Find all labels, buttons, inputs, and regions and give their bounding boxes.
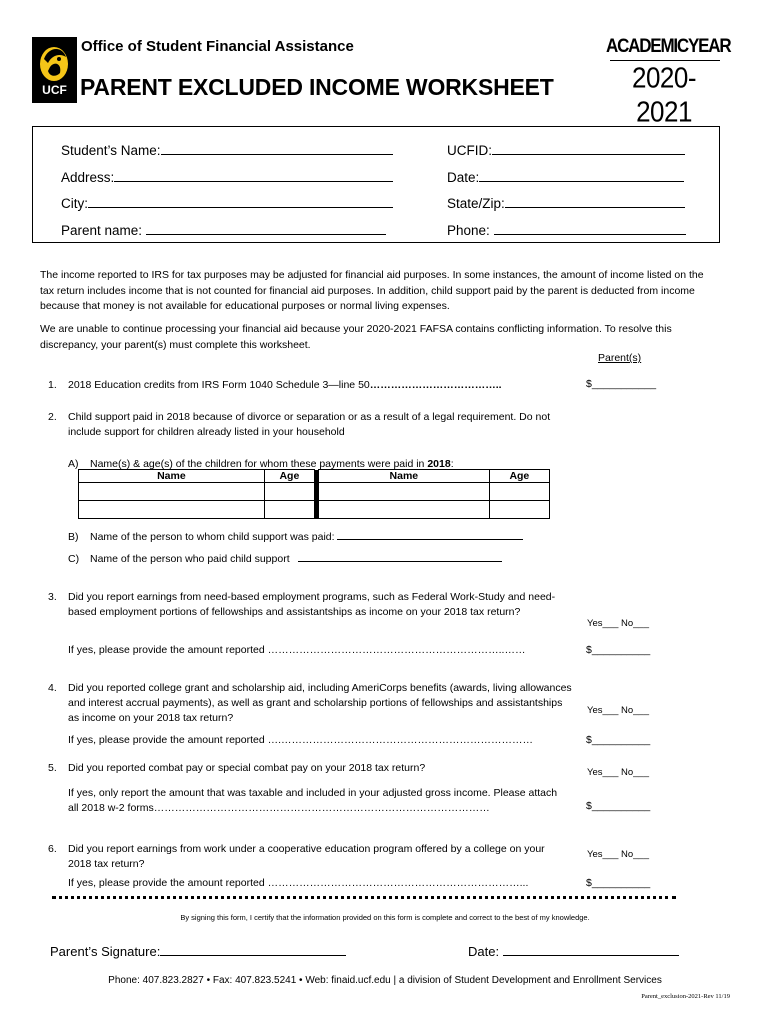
q5-text: Did you reported combat pay or special combat pay on your 2018 tax return?: [68, 762, 426, 774]
address-line[interactable]: [114, 170, 393, 182]
q6-number: 6.: [48, 843, 57, 855]
q4-if-yes-text: If yes, please provide the amount reported: [68, 734, 265, 746]
logo-text: UCF: [42, 83, 67, 97]
address-label: Address:: [61, 170, 115, 185]
age-cell[interactable]: [264, 501, 314, 519]
q5-yes-no[interactable]: Yes___ No___: [587, 767, 649, 778]
table-row: [79, 483, 550, 501]
q3-yes-no[interactable]: Yes___ No___: [587, 618, 649, 629]
ucfid-label: UCFID:: [447, 143, 492, 158]
q5-amount-field[interactable]: $__________: [586, 800, 651, 812]
col-name-1: Name: [79, 470, 265, 483]
q1-label: 2018 Education credits from IRS Form 1040 Schedule 3—line 50: [68, 379, 370, 391]
children-table-header: [79, 470, 550, 483]
parent-name-field[interactable]: [61, 223, 386, 238]
date-line[interactable]: [479, 170, 684, 182]
q6-text: Did you report earnings from work under a cooperative education program offered by a college on your 2018 tax return?: [68, 843, 545, 870]
phone-field[interactable]: [447, 223, 686, 238]
age-cell[interactable]: [489, 483, 549, 501]
city-label: City:: [61, 196, 88, 211]
q6-amount-field[interactable]: $__________: [586, 877, 651, 889]
academic-year: 2020-2021: [632, 60, 696, 128]
city-line[interactable]: [88, 196, 393, 208]
q4-leader-dots: ….………………………………………………………………: [267, 734, 534, 746]
q3-text: Did you report earnings from need-based employment programs, such as Federal Work-Study and need-based employment portions of fellowships and assistantships as income on your 2018 tax return?: [68, 591, 556, 618]
parent-signature-line[interactable]: [160, 944, 346, 956]
address-field[interactable]: [61, 170, 393, 185]
city-field[interactable]: [61, 196, 393, 211]
parent-signature-label: Parent’s Signature:: [50, 944, 161, 959]
q3-if-yes-text: If yes, please provide the amount reported: [68, 644, 265, 656]
footer-contact: Phone: 407.823.2827 • Fax: 407.823.5241 • Web: finaid.ucf.edu | a division of Student Development and Enrollment Services: [108, 975, 662, 986]
state-zip-line[interactable]: [505, 196, 685, 208]
children-table: [78, 469, 550, 519]
q1-number: 1.: [48, 379, 57, 391]
name-cell[interactable]: [79, 483, 265, 501]
student-name-line[interactable]: [161, 143, 393, 155]
q1-amount-field[interactable]: $___________: [586, 378, 657, 390]
phone-line[interactable]: [494, 223, 686, 235]
q2-b-field[interactable]: [90, 530, 523, 545]
q5-if-yes: [68, 786, 568, 816]
col-age-1: Age: [264, 470, 314, 483]
q2-a-colon: :: [450, 458, 454, 470]
student-name-label: Student’s Name:: [61, 143, 161, 158]
phone-label: Phone:: [447, 223, 490, 238]
q2-number: 2.: [48, 411, 57, 423]
intro-paragraph-2: We are unable to continue processing your financial aid because your 2020-2021 FAFSA contains conflicting information. To resolve this discrepancy, your parent(s) must complete this worksheet.: [40, 323, 672, 351]
q4-yes-no[interactable]: Yes___ No___: [587, 705, 649, 716]
q3-amount-field[interactable]: $__________: [586, 644, 651, 656]
q5-if-yes-text: If yes, only report the amount that was taxable and included in your adjusted gross income. Please attach all 2018 w-2 forms: [68, 787, 558, 814]
q2-c-label: C): [68, 553, 80, 565]
student-name-field[interactable]: [61, 143, 393, 158]
office-name: Office of Student Financial Assistance: [81, 38, 354, 55]
q6-leader-dots: ………………………………………………………………...: [267, 877, 529, 889]
state-zip-field[interactable]: [447, 196, 685, 211]
date-field[interactable]: [447, 170, 684, 185]
name-cell[interactable]: [319, 501, 490, 519]
state-zip-label: State/Zip:: [447, 196, 505, 211]
q3-if-yes: [68, 644, 568, 656]
q6-if-yes: [68, 877, 568, 889]
section-divider: [52, 896, 676, 900]
signature-date-label: Date:: [468, 944, 500, 959]
certification-text: By signing this form, I certify that the information provided on this form is complete and correct to the best of my knowledge.: [180, 913, 590, 922]
q1-text: [68, 378, 502, 393]
q4-text: Did you reported college grant and scholarship aid, including AmeriCorps benefits (awards, living allowances and interest accrual payments), as well as grant and scholarship portions of fellowships and assistantships as income on your 2018 tax return?: [68, 682, 572, 724]
signature-date-line[interactable]: [503, 944, 679, 956]
table-row: [79, 501, 550, 519]
q2-b-line[interactable]: [337, 530, 523, 540]
parent-name-label: Parent name:: [61, 223, 143, 238]
q1-leader-dots: ………………………………..: [369, 379, 502, 391]
q5-leader-dots: ……………………………………………………………………………………: [153, 802, 490, 814]
parent-signature-field[interactable]: [50, 944, 346, 959]
q6-yes-no[interactable]: Yes___ No___: [587, 849, 649, 860]
q2-c-field[interactable]: [90, 552, 502, 567]
q6-if-yes-text: If yes, please provide the amount reported: [68, 877, 265, 889]
ucf-logo: [32, 37, 77, 103]
revision-label: Parent_exclusion-2021-Rev 11/19: [641, 993, 730, 1000]
q2-a-question: Name(s) & age(s) of the children for whom these payments were paid in: [90, 458, 428, 470]
age-cell[interactable]: [264, 483, 314, 501]
page-title: PARENT EXCLUDED INCOME WORKSHEET: [80, 74, 554, 100]
age-cell[interactable]: [489, 501, 549, 519]
q4-number: 4.: [48, 682, 57, 694]
q2-text: Child support paid in 2018 because of divorce or separation or as a result of a legal requirement. Do not include support for children already listed in your household: [68, 411, 551, 438]
intro-paragraph-1: The income reported to IRS for tax purposes may be adjusted for financial aid purposes. In some instances, the amount of income listed on the tax return includes income that is not counted for financial aid purposes. In addition, child support paid by the parent is deducted from income because that money is not available for educational purposes or normal living expenses.: [40, 269, 704, 312]
name-cell[interactable]: [319, 483, 490, 501]
q3-leader-dots: …………………………………………………………..……: [267, 644, 526, 656]
q2-b-text: Name of the person to whom child support was paid:: [90, 531, 335, 543]
q2-c-line[interactable]: [298, 552, 502, 562]
q2-b-label: B): [68, 531, 79, 543]
q5-number: 5.: [48, 762, 57, 774]
parents-column-header: Parent(s): [598, 352, 642, 364]
q2-a-label: A): [68, 458, 79, 470]
ucfid-field[interactable]: [447, 143, 685, 158]
q4-if-yes: [68, 734, 568, 746]
q2-a-year: 2018: [427, 458, 451, 470]
parent-name-line[interactable]: [146, 223, 386, 235]
ucfid-line[interactable]: [492, 143, 685, 155]
q3-number: 3.: [48, 591, 57, 603]
date-label: Date:: [447, 170, 480, 185]
academic-year-label: ACADEMICYEAR: [606, 34, 731, 57]
name-cell[interactable]: [79, 501, 265, 519]
signature-date-field[interactable]: [468, 944, 679, 959]
col-age-2: Age: [489, 470, 549, 483]
col-name-2: Name: [319, 470, 490, 483]
q2-c-text: Name of the person who paid child support: [90, 553, 290, 565]
q4-amount-field[interactable]: $__________: [586, 734, 651, 746]
